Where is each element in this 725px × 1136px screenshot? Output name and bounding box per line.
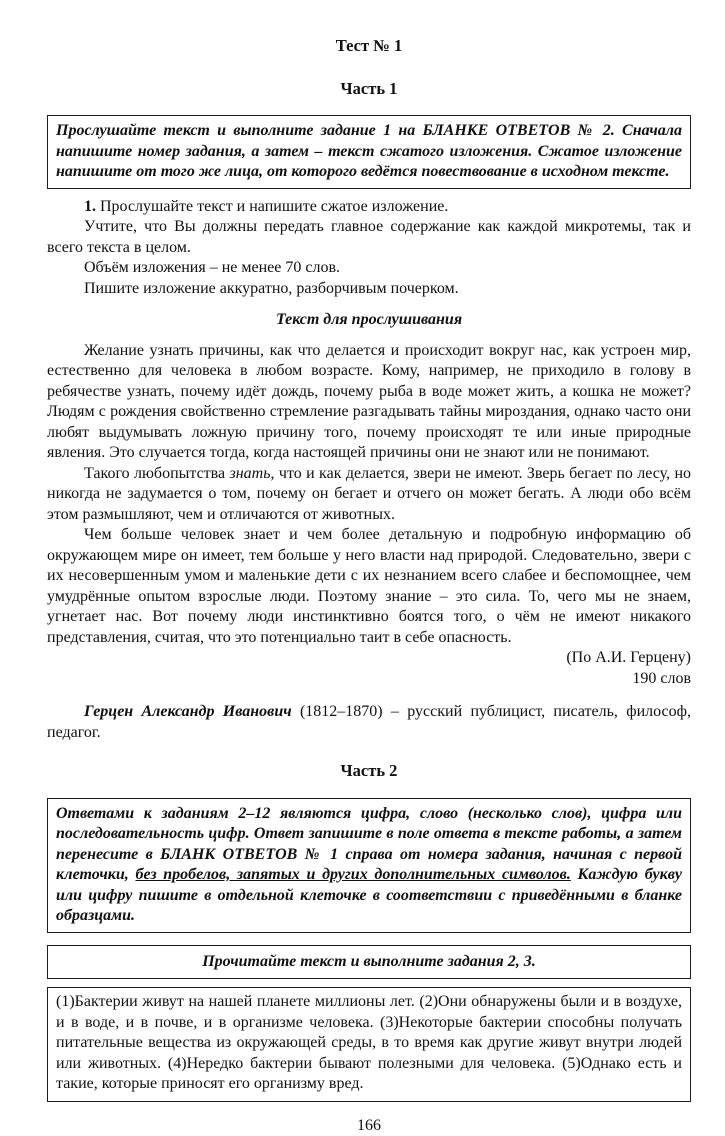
word-count: 190 слов xyxy=(47,669,691,690)
page-title: Тест № 1 xyxy=(47,36,691,57)
listening-text-heading: Текст для прослушивания xyxy=(47,310,691,331)
task1-block xyxy=(47,197,691,300)
reading-instruction-box: Прочитайте текст и выполните задания 2, 3. xyxy=(47,945,691,980)
listening-para-2: Такого любопытства знать, что и как делается, звери не имеют. Зверь бегает по лесу, но никогда не задумается о том, почему он бегает и отчего он может бегать. А люди обо всём этом размышляют, чем и отличаются от животных. xyxy=(47,464,691,526)
task1-number: 1. xyxy=(84,198,96,215)
listening-para-3: Чем больше человек знает и чем более детальную и подробную информацию об окружающем мире он имеет, тем больше у него власти над природой. Следовательно, звери с их несовершенным умом и маленькие дети с их незнанием всего слабее и беспомощнее, чем умудрённые опытом взрослые люди. Поэтому знание – это сила. То, чего мы не знаем, угнетает нас. Вот почему люди инстинктивно боятся того, о чём не имеют никакого представления, считая, что это потенциально таит в себе опасность. xyxy=(47,525,691,648)
task1-line3: Объём изложения – не менее 70 слов. xyxy=(47,258,691,279)
part2-heading: Часть 2 xyxy=(47,761,691,782)
underlined-instruction: без пробелов, запятых и других дополнительных символов. xyxy=(135,866,570,883)
task1-line4: Пишите изложение аккуратно, разборчивым почерком. xyxy=(47,279,691,300)
instruction-box-1 xyxy=(47,115,691,189)
author-name: Герцен Александр Иванович xyxy=(84,703,292,720)
task1-line2: Учтите, что Вы должны передать главное содержание как каждой микротемы, так и всего текста в целом. xyxy=(47,217,691,258)
instruction-box-1-text: Прослушайте текст и выполните задание 1 на БЛАНКЕ ОТВЕТОВ № 2. Сначала напишите номер задания, а затем – текст сжатого изложения. Сжатое изложение напишите от того же лица, от которого ведётся повествование в исходном тексте. xyxy=(56,122,682,180)
bacteria-text-box: (1)Бактерии живут на нашей планете миллионы лет. (2)Они обнаружены были и в воздухе, и в воде, и в почве, и в организме человека. (3)Некоторые бактерии способны получать питательные вещества из окружающей среды, в то время как другие живут внутри людей или животных. (4)Нередко бактерии бывают полезными для человека. (5)Однако есть и такие, которые приносят его организму вред. xyxy=(47,987,691,1102)
task1-line1: 1. Прослушайте текст и напишите сжатое изложение. xyxy=(47,197,691,218)
italic-word: знать xyxy=(230,465,271,482)
listening-para-1: Желание узнать причины, как что делается и происходит вокруг нас, как устроен мир, естественно для человека в любом возрасте. Кому, например, не приходило в голову в ребячестве узнать, почему идёт дождь, почему рыба в воде может жить, а кошка не может? Людям с рождения свойственно стремление разгадывать тайны мироздания, однако часто они любят выдумывать ложную причину того, почему происходят те или иные природные явления. Это случается тогда, когда настоящей причины они не знают или не понимают. xyxy=(47,341,691,464)
instruction-box-2: Ответами к заданиям 2–12 являются цифра, слово (несколько слов), цифра или последовательность цифр. Ответ запишите в поле ответа в тексте работы, а затем перенесите в БЛАНК ОТВЕТОВ № 1 справа от номера задания, начиная с первой клеточки, без пробелов, запятых и других дополнительных символов. Каждую букву или цифру пишите в отдельной клеточке в соответствии с приведёнными в бланке образцами. xyxy=(47,798,691,933)
attribution: (По А.И. Герцену) xyxy=(47,648,691,669)
part1-heading: Часть 1 xyxy=(47,79,691,100)
page-number: 166 xyxy=(47,1116,691,1136)
author-bio: Герцен Александр Иванович (1812–1870) – русский публицист, писатель, философ, педагог. xyxy=(47,702,691,743)
